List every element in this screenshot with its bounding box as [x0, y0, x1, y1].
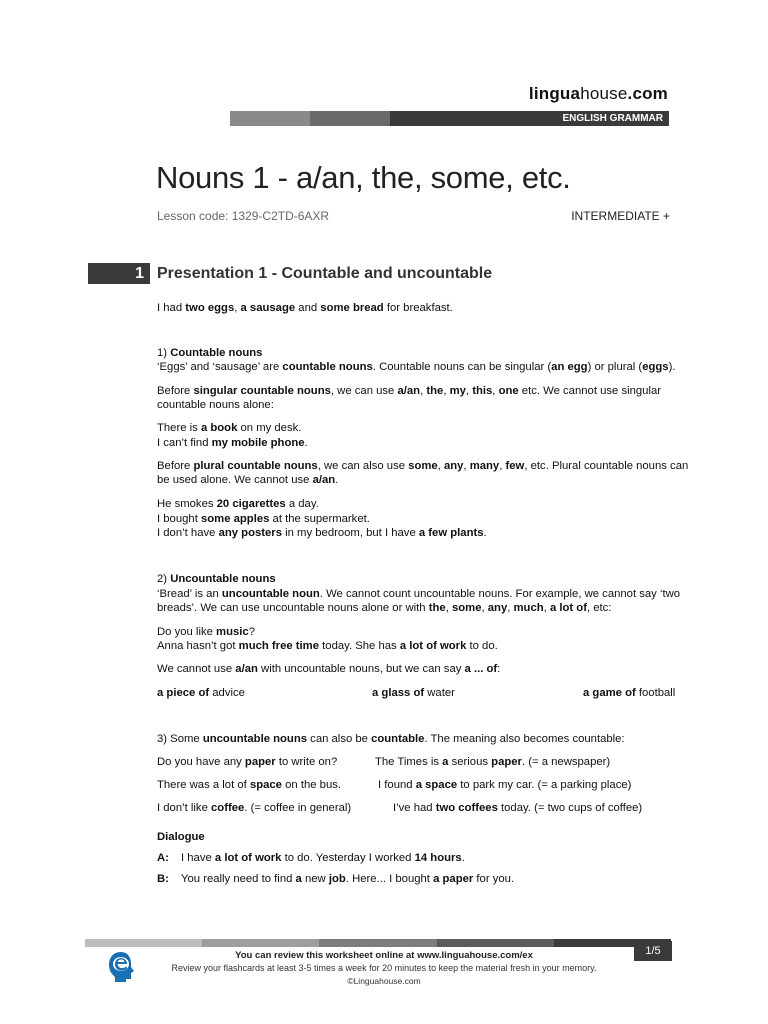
text-line: B:: [157, 873, 169, 885]
footer-bar: [85, 939, 671, 947]
text-line: a glass of water: [372, 687, 455, 699]
text-line: ‘Eggs’ and ‘sausage’ are countable nouns. Countable nouns can be singular (an egg) or plural (eggs).: [157, 361, 676, 373]
text-line: You really need to find a new job. Here... I bought a paper for you.: [181, 873, 515, 885]
text-line: I’ve had two coffees today. (= two cups of coffee): [393, 802, 643, 814]
footer-bar-segment: [437, 939, 554, 947]
text-line: There was a lot of space on the bus.: [157, 779, 342, 791]
text-line: countable nouns alone:: [157, 399, 274, 411]
text-line: We cannot use a/an with uncountable nouns, but we can say a ... of:: [157, 663, 501, 675]
text-line: I had two eggs, a sausage and some bread for breakfast.: [157, 302, 453, 314]
text-line: ‘Bread’ is an uncountable noun. We cannot count uncountable nouns. For example, we cannot say ‘two: [157, 588, 681, 600]
text-line: I bought some apples at the supermarket.: [157, 513, 370, 525]
text-line: A:: [157, 852, 169, 864]
text-line: Do you have any paper to write on?: [157, 756, 338, 768]
page-number: 1/5: [634, 941, 672, 961]
brand-logo: linguahouse.com: [528, 84, 668, 103]
text-line: a piece of advice: [157, 687, 245, 699]
section-title: Presentation 1 - Countable and uncountable: [157, 265, 493, 282]
text-line: a game of football: [583, 687, 676, 699]
text-line: Before plural countable nouns, we can also use some, any, many, few, etc. Plural countable nouns can: [157, 460, 689, 472]
text-line: Dialogue: [157, 831, 205, 843]
text-line: 3) Some uncountable nouns can also be countable. The meaning also becomes countable:: [157, 733, 625, 745]
footer-review-note: Review your flashcards at least 3-5 times a week for 20 minutes to keep the material fresh in your memory.: [171, 963, 597, 973]
text-line: 2) Uncountable nouns: [157, 573, 276, 585]
level-label: INTERMEDIATE +: [571, 209, 670, 223]
lesson-code: Lesson code: 1329-C2TD-6AXR: [157, 209, 330, 223]
footer-online-note: You can review this worksheet online at www.linguahouse.com/ex: [235, 950, 533, 961]
text-line: breads’. We can use uncountable nouns alone or with the, some, any, much, a lot of, etc:: [157, 602, 612, 614]
text-line: There is a book on my desk.: [157, 422, 302, 434]
text-line: 1) Countable nouns: [157, 347, 263, 359]
text-line: Anna hasn’t got much free time today. She has a lot of work to do.: [157, 640, 498, 652]
text-line: I don’t have any posters in my bedroom, but I have a few plants.: [157, 527, 487, 539]
text-line: He smokes 20 cigarettes a day.: [157, 498, 319, 510]
footer-bar-segment: [202, 939, 319, 947]
text-line: The Times is a serious paper. (= a newspaper): [375, 756, 611, 768]
footer-bar-segment: [85, 939, 202, 947]
category-label: ENGLISH GRAMMAR: [390, 111, 669, 126]
section-number: 1: [88, 263, 150, 284]
text-line: I have a lot of work to do. Yesterday I worked 14 hours.: [181, 852, 465, 864]
text-line: I found a space to park my car. (= a parking place): [378, 779, 632, 791]
text-line: Before singular countable nouns, we can use a/an, the, my, this, one etc. We cannot use singular: [157, 385, 662, 397]
page-title: Nouns 1 - a/an, the, some, etc.: [156, 160, 571, 195]
text-line: be used alone. We cannot use a/an.: [157, 474, 339, 486]
footer-copyright: ©Linguahouse.com: [347, 976, 421, 986]
text-line: I don’t like coffee. (= coffee in general): [157, 802, 352, 814]
header-bar: [230, 111, 669, 126]
footer-bar-segment: [319, 939, 436, 947]
text-line: Do you like music?: [157, 626, 255, 638]
text-line: I can’t find my mobile phone.: [157, 437, 308, 449]
